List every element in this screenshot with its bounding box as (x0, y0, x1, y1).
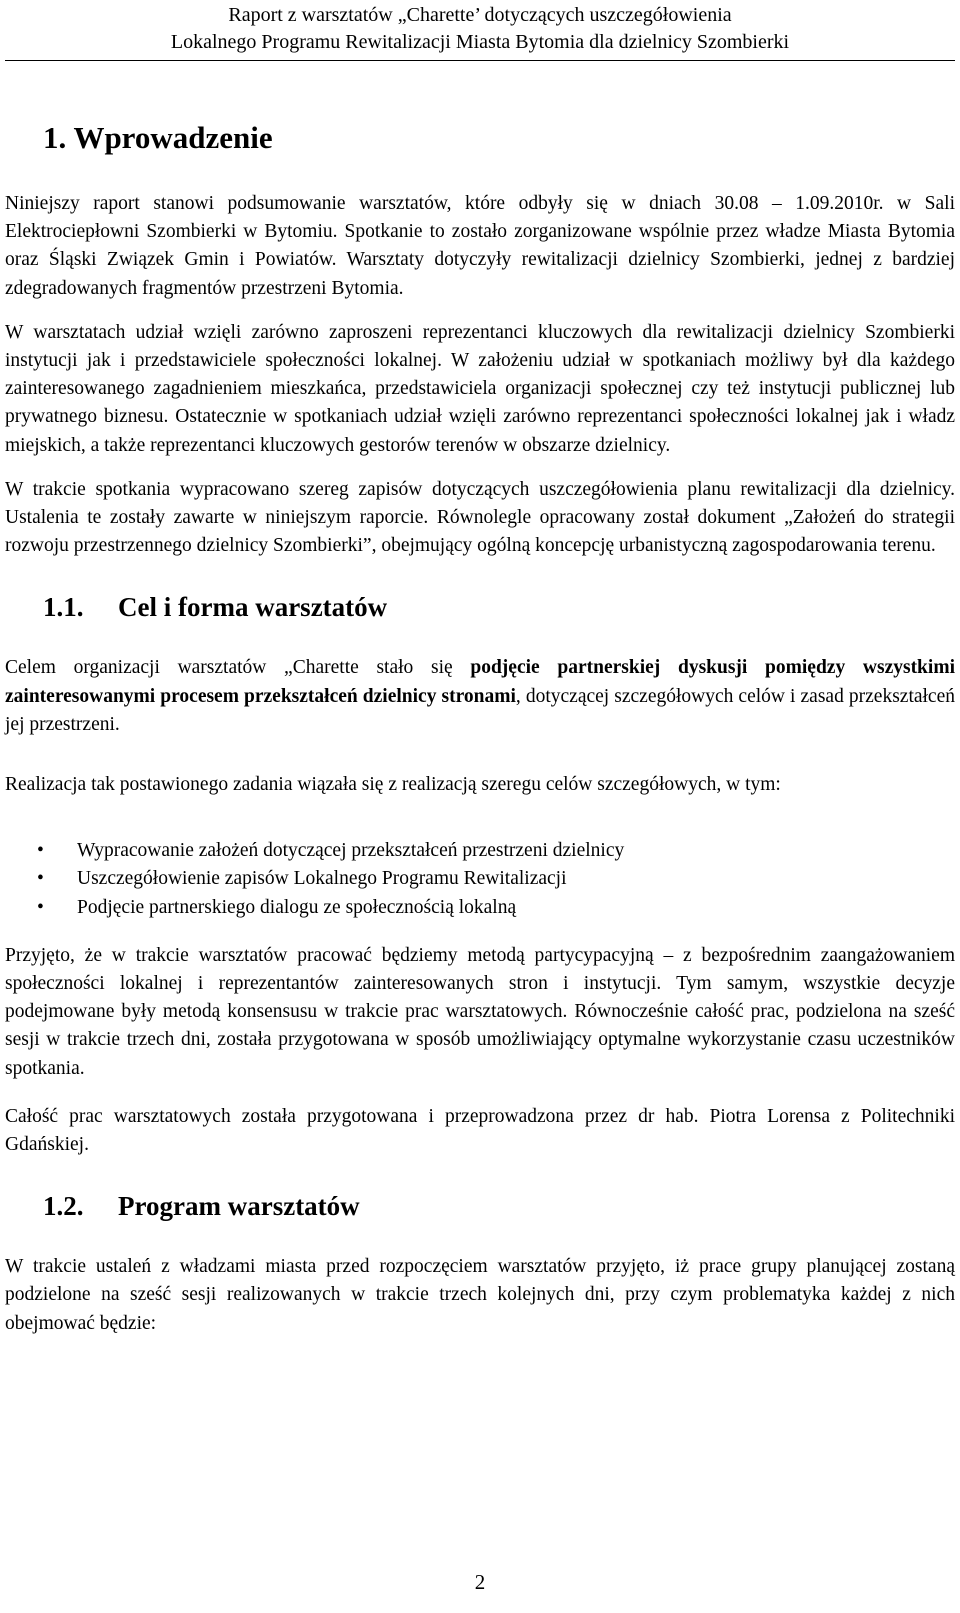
header-line-1: Raport z warsztatów „Charette’ dotyczących uszczegółowienia (228, 4, 732, 26)
header-line-2: Lokalnego Programu Rewitalizacji Miasta Bytomia dla dzielnicy Szombierki (170, 31, 790, 53)
subsection-heading-cel (5, 590, 955, 624)
page-number: 2 (474, 1570, 486, 1594)
subsection-title: Program warsztatów (118, 1191, 360, 1222)
running-header (0, 2, 960, 56)
paragraph-intro-3: W trakcie spotkania wypracowano szereg zapisów dotyczących uszczegółowienia planu rewitalizacji dla dzielnicy. Ustalenia te zostały zawarte w niniejszym raporcie. Równolegle opracowany został dokument „Założeń do strategii rozwoju przestrzennego dzielnicy Szombierki”, obejmujący ogólną koncepcję urbanistyczną zagospodarowania terenu. (5, 478, 955, 557)
paragraph-cel-1 (5, 654, 955, 739)
paragraph-cel-2: Realizacja tak postawionego zadania wiązała się z realizacją szeregu celów szczegółowych, w tym: (5, 774, 781, 796)
subsection-heading-program (5, 1189, 955, 1223)
paragraph-cel-1-start: Celem organizacji warsztatów „Charette stało się (5, 657, 471, 679)
paragraph-intro-2: W warsztatach udział wzięli zarówno zaproszeni reprezentanci kluczowych dla rewitalizacji dzielnicy Szombierki instytucji jak i przedstawiciele społeczności lokalnej. W założeniu udział w spotkaniach możliwy był dla każdego zainteresowanego zagadnieniem mieszkańca, przedstawiciela organizacji społecznej czy też instytucji publicznej lub prywatnego biznesu. Ostatecznie w spotkaniach udział wzięli zarówno reprezentanci społeczności lokalnej jak i władz miejskich, a także reprezentanci kluczowych gestorów terenów w obszarze dzielnicy. (5, 321, 955, 456)
bullet-icon: • (37, 840, 44, 862)
list-item: • Podjęcie partnerskiego dialogu ze społecznością lokalną (5, 894, 955, 922)
subsection-title: Cel i forma warsztatów (118, 592, 388, 623)
subsection-number: 1.1. (43, 592, 84, 623)
list-item: • Wypracowanie założeń dotyczącej przekształceń przestrzeni dzielnicy (5, 837, 955, 865)
bullet-icon: • (37, 868, 44, 890)
paragraph-cel-3: Przyjęto, że w trakcie warsztatów pracować będziemy metodą partycypacyjną – z bezpośrednim zaangażowaniem społeczności lokalnej i reprezentantów zainteresowanych stron i instytucji. Tym samym, wszystkie decyzje podejmowane były metodą konsensusu w trakcie prac warsztatowych. Równocześnie całość prac, podzielona na sześć sesji w trakcie trzech dni, została przygotowana w sposób umożliwiający optymalne wykorzystanie czasu uczestników spotkania. (5, 944, 955, 1079)
section-heading-wprowadzenie: 1. Wprowadzenie (43, 120, 273, 155)
paragraph-cel-1-end: , dotyczącej szczegółowych celów i zasad przekształceń jej przestrzeni. (5, 685, 955, 735)
bullet-icon: • (37, 896, 44, 918)
paragraph-program-1: W trakcie ustaleń z władzami miasta przed rozpoczęciem warsztatów przyjęto, iż prace grupy planującej zostaną podzielone na sześć sesji realizowanych w trakcie trzech kolejnych dni, przy czym problematyka każdej z nich obejmować będzie: (5, 1256, 955, 1334)
paragraph-cel-1-bold: podjęcie partnerskiej dyskusji pomiędzy wszystkimi zainteresowanymi procesem przekształceń dzielnicy stronami (5, 657, 955, 707)
paragraph-cel-4: Całość prac warsztatowych została przygotowana i przeprowadzona przez dr hab. Piotra Lorensa z Politechniki Gdańskiej. (5, 1105, 955, 1156)
subsection-number: 1.2. (43, 1191, 84, 1222)
list-item: • Uszczegółowienie zapisów Lokalnego Programu Rewitalizacji (5, 865, 955, 893)
goals-list (5, 837, 955, 922)
paragraph-intro-1: Niniejszy raport stanowi podsumowanie warsztatów, które odbyły się w dniach 30.08 – 1.09.2010r. w Sali Elektrociepłowni Szombierki w Bytomiu. Spotkanie to zostało zorganizowane wspólnie przez władze Miasta Bytomia oraz Śląski Związek Gmin i Powiatów. Warsztaty dotyczyły rewitalizacji dzielnicy Szombierki, jednej z bardziej zdegradowanych fragmentów przestrzeni Bytomia. (5, 193, 955, 299)
page-body (5, 118, 955, 1338)
header-divider (5, 60, 955, 61)
